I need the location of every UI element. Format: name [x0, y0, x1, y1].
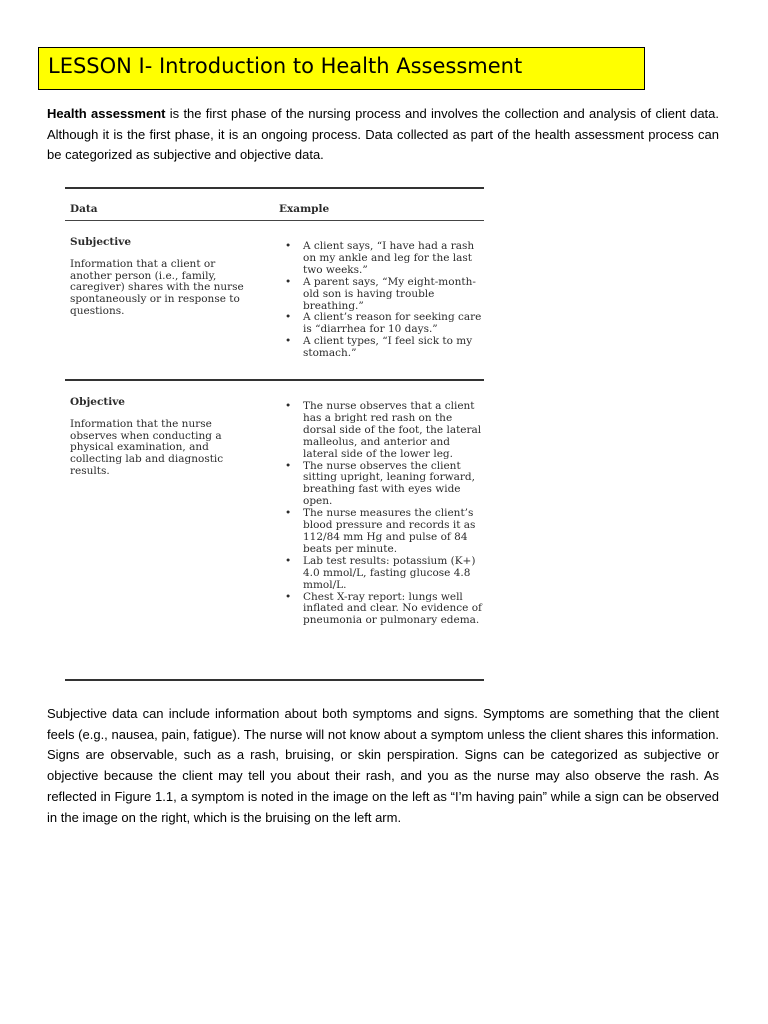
table-top-rule: [65, 187, 484, 189]
intro-paragraph: [47, 104, 719, 166]
list-item: • The nurse observes that a client has a bright red rash on the dorsal side of the foot, the lateral malleolus, and anterior and lateral side of the lower leg.: [285, 401, 485, 461]
objective-heading: Objective: [70, 396, 125, 408]
subjective-definition: Information that a client or another person (i.e., family, caregiver) shares with the nurse spontaneously or in response to questions.: [70, 258, 244, 317]
header-data: Data: [70, 203, 98, 215]
section-rule: [65, 379, 484, 381]
list-item: • Lab test results: potassium (K+) 4.0 mmol/L, fasting glucose 4.8 mmol/L.: [285, 556, 485, 592]
intro-term: Health assessment: [47, 106, 166, 121]
table-bottom-rule: [65, 679, 484, 681]
data-table: [65, 187, 484, 681]
list-item: • A client says, “I have had a rash on my ankle and leg for the last two weeks.”: [285, 241, 485, 277]
list-item: • A client types, “I feel sick to my stomach.”: [285, 336, 485, 360]
subjective-heading: Subjective: [70, 236, 132, 248]
subjective-examples: [285, 241, 485, 360]
list-item: • The nurse measures the client’s blood pressure and records it as 112/84 mm Hg and pulse of 84 beats per minute.: [285, 508, 485, 556]
objective-examples: [285, 401, 485, 627]
list-item: • Chest X-ray report: lungs well inflated and clear. No evidence of pneumonia or pulmonary edema.: [285, 592, 485, 628]
list-item: • A client’s reason for seeking care is “diarrhea for 10 days.”: [285, 312, 485, 336]
list-item: • A parent says, “My eight-month-old son is having trouble breathing.”: [285, 277, 485, 313]
lesson-title-box: [38, 47, 645, 90]
header-rule: [65, 220, 484, 221]
lesson-title: LESSON I- Introduction to Health Assessment: [48, 54, 523, 78]
header-example: Example: [279, 203, 330, 215]
objective-definition: Information that the nurse observes when conducting a physical examination, and collecting lab and diagnostic results.: [70, 418, 224, 477]
list-item: • The nurse observes the client sitting upright, leaning forward, breathing fast with eyes wide open.: [285, 461, 485, 509]
intro-text: is the first phase of the nursing process and involves the collection and analysis of client data. Although it is the first phase, it is an ongoing process. Data collected as part of the health assessment process can be categorized as subjective and objective data.: [47, 106, 719, 163]
outro-paragraph: Subjective data can include information about both symptoms and signs. Symptoms are something that the client feels (e.g., nausea, pain, fatigue). The nurse will not know about a symptom unless the client shares this information. Signs are observable, such as a rash, bruising, or skin perspiration. Signs can be categorized as subjective or objective because the client may tell you about their rash, and you as the nurse may also observe the rash. As reflected in Figure 1.1, a symptom is noted in the image on the left as “I’m having pain” while a sign can be observed in the image on the right, which is the bruising on the left arm.: [47, 706, 719, 825]
